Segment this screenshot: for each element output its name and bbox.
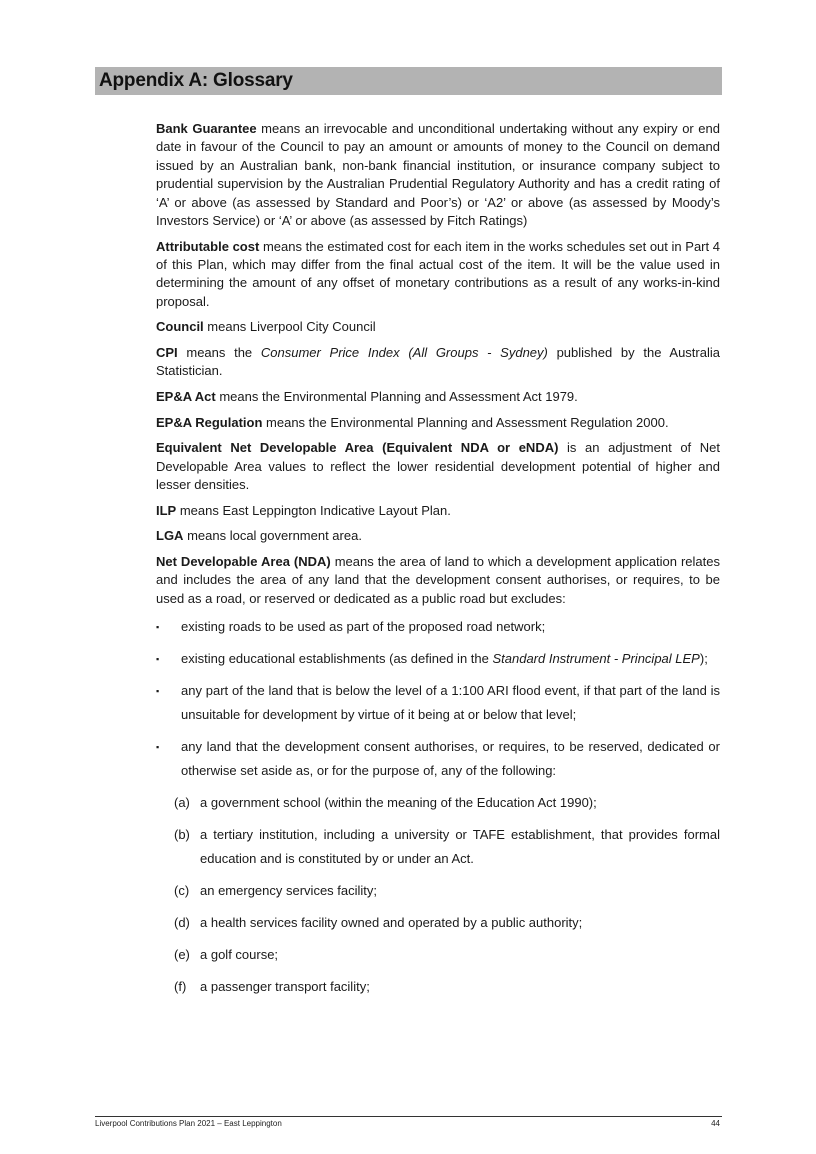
sub-list-text: a golf course; [200,947,279,963]
glossary-term: Attributable cost [156,238,260,254]
glossary-term: Equivalent Net Developable Area (Equivalent NDA or eNDA) [156,440,559,456]
definition-text: is an adjustment of Net Developable Area values to reflect the lower residential development potential of higher and lesser densities. [156,440,720,493]
list-item [156,615,720,639]
glossary-entry [156,553,720,608]
sub-list-label: (f) [174,979,187,995]
glossary-term: Net Developable Area (NDA) [156,553,331,569]
definition-text: means Liverpool City Council [203,319,376,335]
glossary-term: CPI [156,345,178,361]
definition-text: means the [177,345,261,361]
list-item-text: any part of the land that is below the level of a 1:100 ARI flood event, if that part of the land is unsuitable for development by virtue of it being at or below that level; [181,683,720,723]
definition-text: means local government area. [183,528,362,544]
glossary-term: EP&A Act [156,389,216,405]
sub-list-label: (d) [174,915,190,931]
page-title: Appendix A: Glossary [99,70,293,91]
list-item-text: ); [699,651,708,667]
sub-list-label: (e) [174,947,190,963]
footer-divider [95,1116,722,1117]
sub-list-label: (a) [174,795,190,811]
glossary-term: LGA [156,528,184,544]
bullet-square-icon: ▪ [156,622,160,633]
sub-list-item [156,943,720,967]
list-item [156,647,720,671]
bullet-square-icon: ▪ [156,654,160,665]
definition-text: means an irrevocable and unconditional undertaking without any expiry or end date in favour of the Council to pay an amount or amounts of money to the Council on demand issued by an Australian bank, non-bank financial institution, or insurance company subject to prudential supervision by the Australian Prudential Regulatory Authority and has a credit rating of ‘A’ or above (as assessed by Standard and Poor’s) or ‘A2’ or above (as assessed by Moody’s Investors Service) or ‘A’ or above (as assessed by Fitch Ratings) [156,121,720,229]
glossary-term: Bank Guarantee [156,121,257,136]
glossary-term: ILP [156,502,177,518]
sub-list-label: (c) [174,883,190,899]
sub-list-text: an emergency services facility; [200,883,378,899]
definition-text: means the estimated cost for each item in the works schedules set out in Part 4 of this Plan, which may differ from the final actual cost of the item. It will be the value used in determining the amount of any offset of monetary contributions as a result of any works-in-kind proposal. [156,238,720,309]
glossary-entries [156,120,720,608]
sub-list-item [156,975,720,999]
glossary-entry [156,318,720,336]
definition-text: means the Environmental Planning and Assessment Act 1979. [215,389,578,405]
definition-text: means the area of land to which a development application relates and includes the area of any land that the development consent authorises, or requires, to be used as a road, or reserved or dedicated as a public road but excludes: [156,553,720,606]
glossary-entry [156,527,720,545]
glossary-entry [156,344,720,381]
sub-list-item [156,879,720,903]
glossary-entry [156,439,720,494]
sub-list-text: a health services facility owned and operated by a public authority; [200,915,583,931]
definition-text: means the Environmental Planning and Assessment Regulation 2000. [262,414,669,430]
list-item-text: any land that the development consent authorises, or requires, to be reserved, dedicated or otherwise set aside as, or for the purpose of, any of the following: [181,739,720,779]
footer-document-title: Liverpool Contributions Plan 2021 – East Leppington [95,1119,282,1128]
glossary-term: EP&A Regulation [156,414,263,430]
sub-list-item [156,823,720,871]
definition-italic-text: Consumer Price Index (All Groups - Sydney) [260,345,548,361]
list-item-italic-text: Standard Instrument - Principal LEP [492,651,700,667]
glossary-content [156,120,720,1007]
list-item [156,735,720,783]
definition-text: published by the Australia Statistician. [156,345,720,379]
glossary-entry [156,502,720,520]
glossary-term: Council [156,319,204,335]
glossary-entry [156,388,720,406]
list-item-text: existing roads to be used as part of the proposed road network; [181,619,546,635]
definition-text: means East Leppington Indicative Layout Plan. [176,502,451,518]
bullet-square-icon: ▪ [156,686,160,697]
section-heading-bar [95,67,722,95]
glossary-entry [156,238,720,312]
sub-list-text: a tertiary institution, including a university or TAFE establishment, that provides formal education and is constituted by or under an Act. [200,827,720,867]
list-item [156,679,720,727]
sub-list-item [156,791,720,815]
list-item-text: existing educational establishments (as defined in the [181,651,493,667]
sub-list-text: a government school (within the meaning of the Education Act 1990); [200,795,597,811]
glossary-entry [156,120,720,230]
sub-list-label: (b) [174,827,190,843]
nda-exclusions-list [156,615,720,783]
sub-list-item [156,911,720,935]
footer-page-number: 44 [711,1119,720,1128]
set-aside-purposes-list [156,791,720,999]
glossary-entry [156,414,720,432]
sub-list-text: a passenger transport facility; [200,979,370,995]
bullet-square-icon: ▪ [156,742,160,753]
